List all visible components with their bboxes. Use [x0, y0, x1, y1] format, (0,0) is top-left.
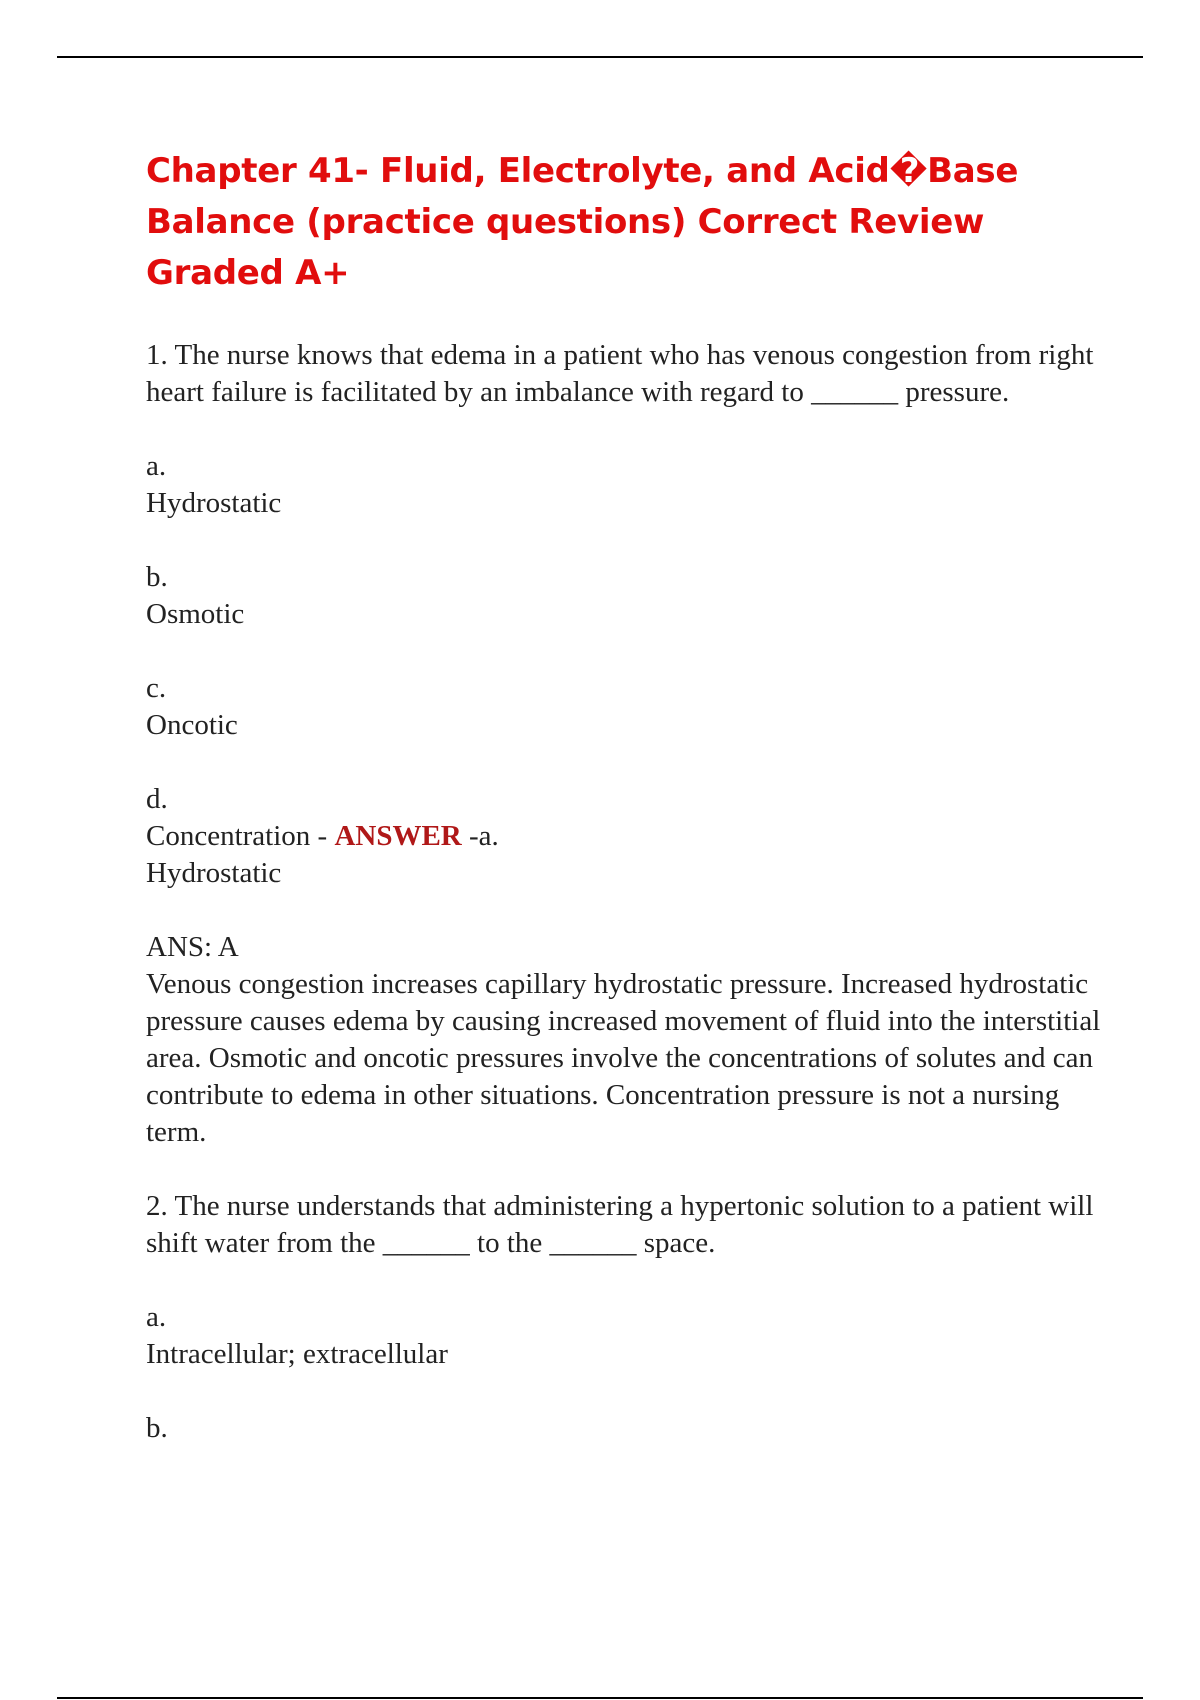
question-1: [146, 337, 1106, 1151]
ans-key: ANS: A: [146, 931, 239, 963]
option-letter: a.: [146, 450, 167, 482]
answer-text: Hydrostatic: [146, 857, 282, 889]
document-page: [146, 146, 1106, 1484]
option-a: [146, 1299, 1106, 1373]
answer-suffix: -a.: [461, 820, 499, 852]
question-2: [146, 1188, 1106, 1447]
option-letter: b.: [146, 561, 168, 593]
option-letter: d.: [146, 783, 168, 815]
option-b: [146, 559, 1106, 633]
option-letter: a.: [146, 1301, 167, 1333]
answer-explanation: [146, 929, 1106, 1151]
question-stem: 2. The nurse understands that administering a hypertonic solution to a patient will shift water from the ______ to the ______ space.: [146, 1190, 1094, 1259]
option-text: Concentration -: [146, 820, 335, 852]
option-text: Hydrostatic: [146, 487, 282, 519]
option-text: Osmotic: [146, 598, 245, 630]
question-stem: 1. The nurse knows that edema in a patient who has venous congestion from right heart failure is facilitated by an imbalance with regard to ______ pressure.: [146, 339, 1094, 408]
option-d: [146, 781, 1106, 892]
top-rule: [57, 56, 1143, 58]
option-b: [146, 1410, 1106, 1447]
bottom-rule: [57, 1697, 1143, 1699]
option-letter: b.: [146, 1412, 168, 1444]
answer-label: ANSWER: [334, 820, 462, 852]
rationale-text: Venous congestion increases capillary hydrostatic pressure. Increased hydrostatic pressure causes edema by causing increased movement of fluid into the interstitial area. Osmotic and oncotic pressures involve the concentrations of solutes and can contribute to edema in other situations. Concentration pressure is not a nursing term.: [146, 968, 1101, 1148]
option-letter: c.: [146, 672, 167, 704]
option-text: Intracellular; extracellular: [146, 1338, 448, 1370]
option-text-with-answer: [146, 818, 1106, 855]
option-a: [146, 448, 1106, 522]
document-title: Chapter 41- Fluid, Electrolyte, and Acid�Base Balance (practice questions) Correct Review Graded A+: [146, 151, 1019, 293]
option-text: Oncotic: [146, 709, 238, 741]
option-c: [146, 670, 1106, 744]
